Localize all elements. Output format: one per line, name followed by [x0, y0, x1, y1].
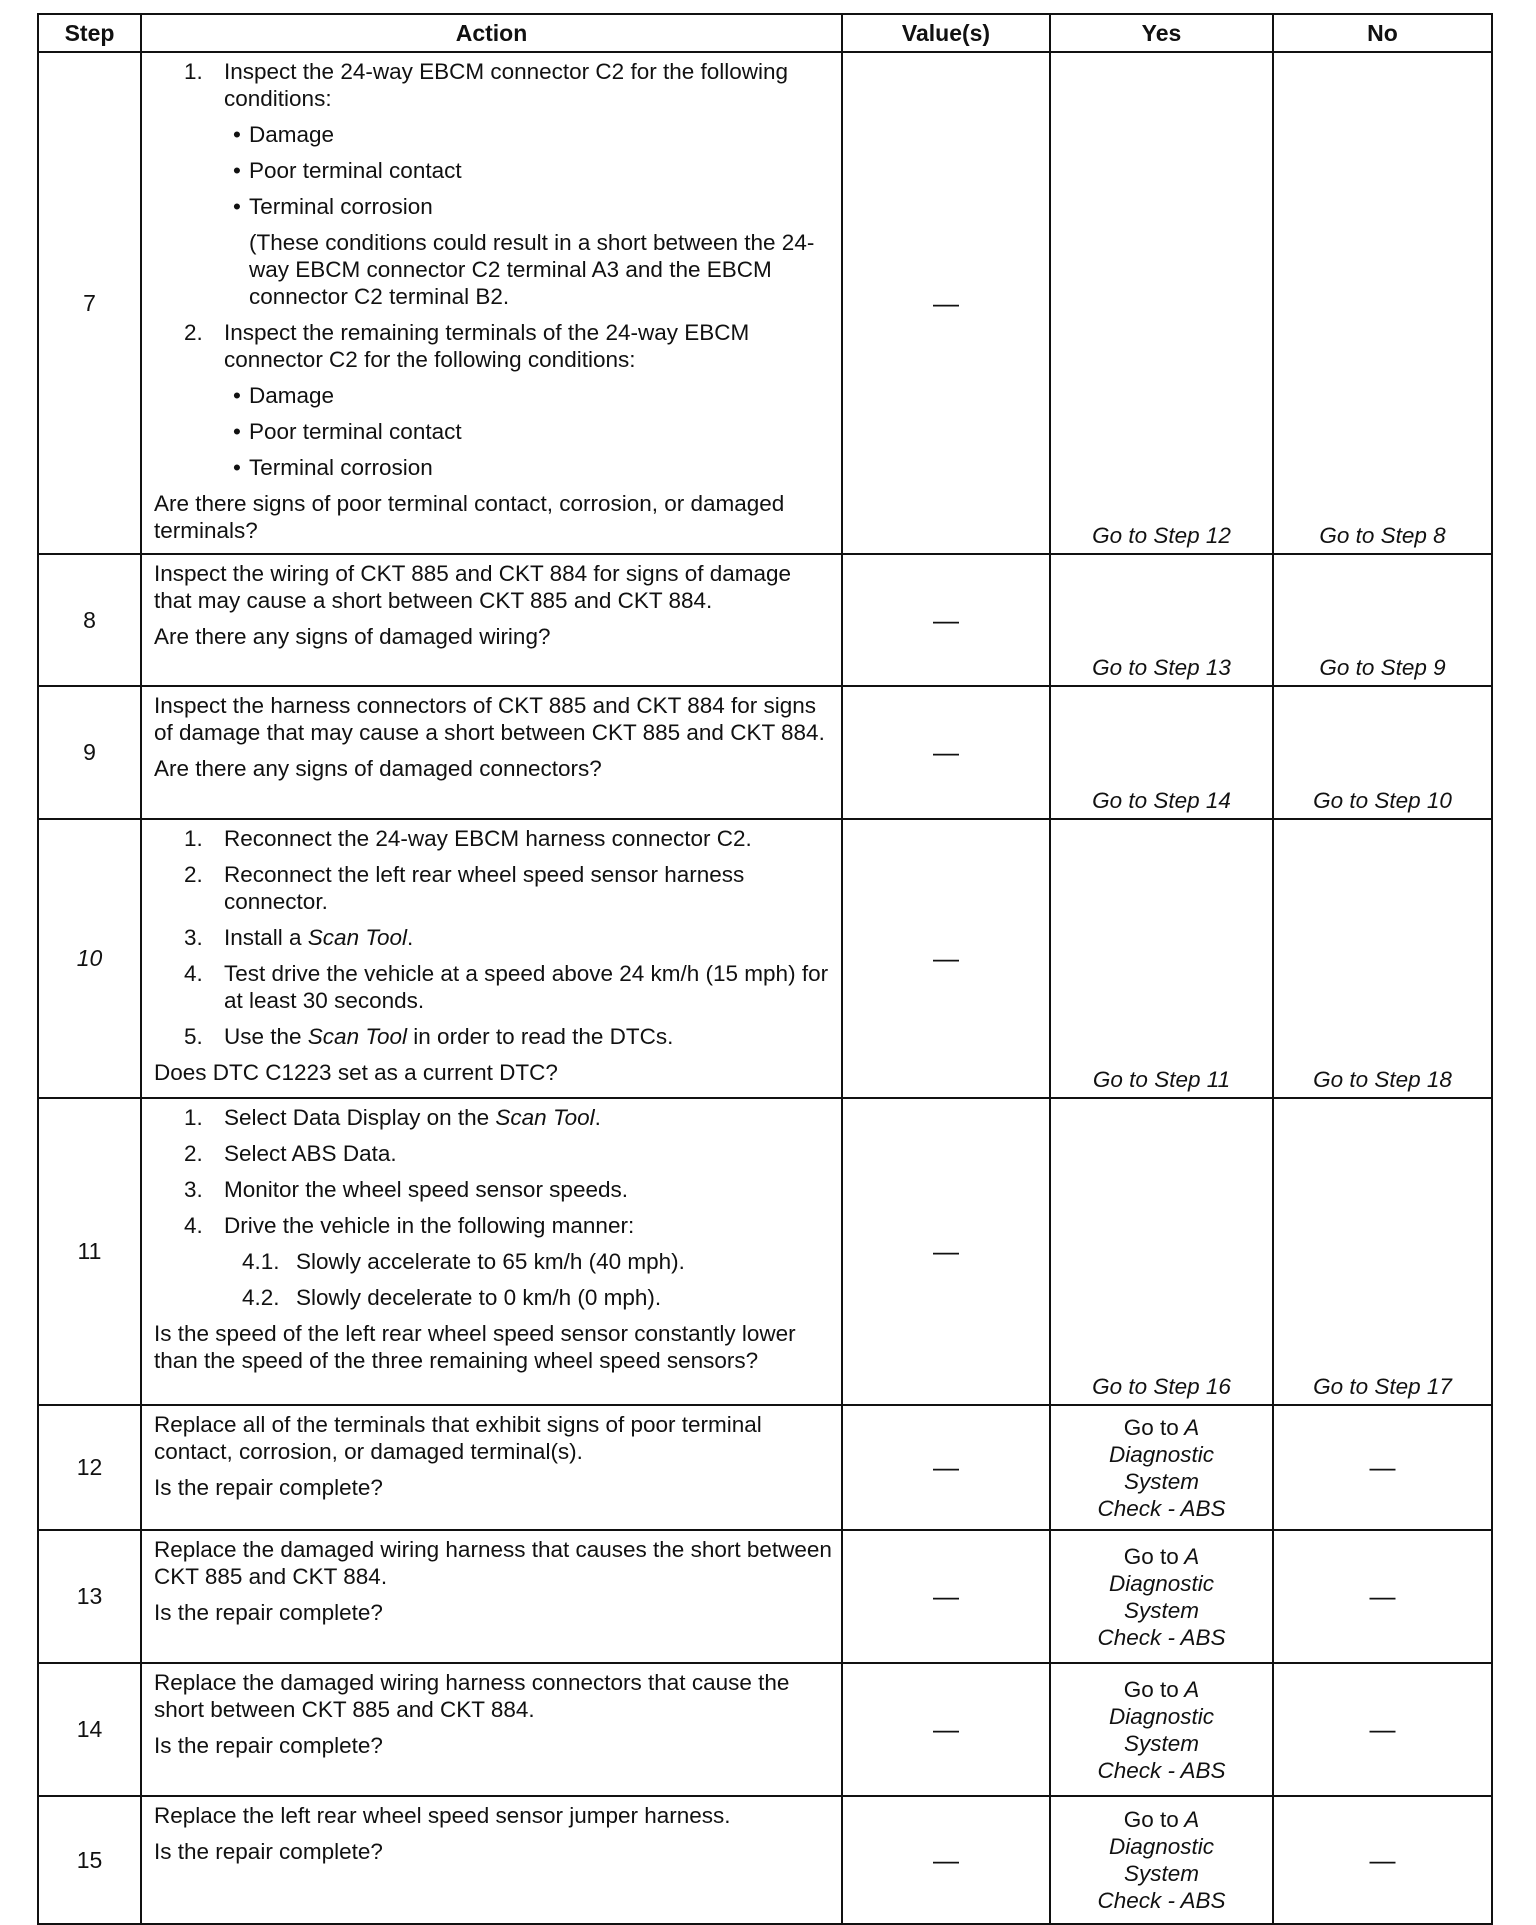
goto-target: System — [1123, 1597, 1199, 1623]
table-row — [38, 686, 1492, 819]
goto-target: Diagnostic — [1108, 1834, 1215, 1859]
action-cell — [141, 554, 842, 686]
table-row — [38, 1663, 1492, 1796]
bullet-text: Terminal corrosion — [249, 194, 433, 219]
goto-text: Go to — [1123, 1676, 1179, 1702]
table-row — [38, 1796, 1492, 1924]
action-question: Is the speed of the left rear wheel speed sensor constantly lower than the speed of the three remaining wheel speed sensors? — [154, 1321, 796, 1373]
action-item: 1. Inspect the 24-way EBCM connector C2 for the following conditions: — [184, 59, 789, 111]
action-item: 2. Inspect the remaining terminals of the 24-way EBCM connector C2 for the following conditions: — [184, 320, 750, 372]
action-text: Inspect the wiring of CKT 885 and CKT 884 for signs of damage that may cause a short between CKT 885 and CKT 884. — [154, 561, 792, 613]
scan-tool-term: Scan Tool — [495, 1105, 595, 1130]
action-item: 2. Select ABS Data. — [184, 1141, 397, 1166]
yes-cell — [1050, 1405, 1273, 1530]
action-text: Replace the left rear wheel speed sensor jumper harness. — [154, 1803, 731, 1828]
action-cell — [141, 819, 842, 1098]
action-question: Is the repair complete? — [154, 1733, 383, 1758]
yes-cell: Go to Step 11 — [1050, 819, 1273, 1098]
action-text: . — [594, 1105, 601, 1130]
action-text: Reconnect the 24-way EBCM harness connector C2. — [224, 826, 752, 851]
no-cell: Go to Step 8 — [1273, 52, 1492, 554]
goto-text: Go to — [1123, 1543, 1179, 1569]
table-row — [38, 1098, 1492, 1405]
action-cell — [141, 52, 842, 554]
no-cell: Go to Step 18 — [1273, 819, 1492, 1098]
condition-bullet: • Damage — [233, 383, 335, 408]
yes-cell: Go to Step 13 — [1050, 554, 1273, 686]
action-item: 3. Monitor the wheel speed sensor speeds. — [184, 1177, 628, 1202]
header-no: No — [1273, 14, 1492, 52]
value-cell: — — [842, 1098, 1050, 1405]
action-item: 4. Test drive the vehicle at a speed above 24 km/h (15 mph) for at least 30 seconds. — [184, 961, 829, 1013]
step-number: 13 — [38, 1530, 141, 1663]
no-cell: — — [1273, 1530, 1492, 1663]
action-text: Test drive the vehicle at a speed above 24 km/h (15 mph) for at least 30 seconds. — [224, 961, 829, 1013]
action-cell — [141, 1663, 842, 1796]
action-item: 5. Use the Scan Tool in order to read the DTCs. — [184, 1024, 674, 1049]
action-text: Slowly decelerate to 0 km/h (0 mph). — [296, 1285, 662, 1310]
yes-cell: Go to Step 16 — [1050, 1098, 1273, 1405]
bullet-text: Poor terminal contact — [249, 419, 462, 444]
yes-cell: Go to Step 12 — [1050, 52, 1273, 554]
goto-target: System — [1123, 1861, 1199, 1886]
action-cell — [141, 1530, 842, 1663]
action-cell — [141, 1098, 842, 1405]
action-text: Inspect the remaining terminals of the 24-way EBCM connector C2 for the following conditions: — [224, 320, 750, 372]
action-item: 1. Select Data Display on the Scan Tool. — [184, 1105, 601, 1130]
scan-tool-term: Scan Tool — [307, 925, 408, 950]
bullet-text: Poor terminal contact — [249, 158, 462, 183]
goto-target: Check - ABS — [1097, 1495, 1226, 1521]
action-question: Are there signs of poor terminal contact, corrosion, or damaged terminals? — [154, 491, 785, 543]
goto-target: A — [1184, 1543, 1200, 1569]
value-cell: — — [842, 554, 1050, 686]
action-subitem: 4.2. Slowly decelerate to 0 km/h (0 mph). — [242, 1285, 662, 1310]
action-text: in order to read the DTCs. — [407, 1024, 674, 1049]
action-text: Install a — [224, 925, 308, 950]
goto-target: Diagnostic — [1108, 1441, 1215, 1467]
value-cell: — — [842, 52, 1050, 554]
goto-target: Check - ABS — [1097, 1624, 1226, 1650]
scan-tool-term: Scan Tool — [307, 1024, 408, 1049]
value-cell: — — [842, 1405, 1050, 1530]
goto-target: System — [1123, 1730, 1199, 1756]
header-step: Step — [38, 14, 141, 52]
step-number: 11 — [38, 1098, 141, 1405]
goto-target: A — [1184, 1807, 1200, 1832]
action-text: Select ABS Data. — [224, 1141, 397, 1166]
action-text: Inspect the 24-way EBCM connector C2 for the following conditions: — [224, 59, 789, 111]
table-row — [38, 1530, 1492, 1663]
action-subitem: 4.1. Slowly accelerate to 65 km/h (40 mph). — [242, 1249, 685, 1274]
action-question: Is the repair complete? — [154, 1475, 383, 1500]
action-question: Is the repair complete? — [154, 1600, 383, 1625]
action-item: 2. Reconnect the left rear wheel speed sensor harness connector. — [184, 862, 745, 914]
yes-cell: Go to Step 14 — [1050, 686, 1273, 819]
action-item: 3. Install a Scan Tool. — [184, 925, 414, 950]
action-text: Select Data Display on the — [224, 1105, 496, 1130]
no-cell: — — [1273, 1405, 1492, 1530]
action-question: Are there any signs of damaged wiring? — [154, 624, 551, 649]
step-number: 9 — [38, 686, 141, 819]
action-text: Use the — [224, 1024, 308, 1049]
yes-cell — [1050, 1663, 1273, 1796]
goto-target: A — [1184, 1676, 1200, 1702]
condition-bullet: • Poor terminal contact — [233, 158, 462, 183]
step-number: 8 — [38, 554, 141, 686]
header-yes: Yes — [1050, 14, 1273, 52]
action-item: 4. Drive the vehicle in the following manner: — [184, 1213, 635, 1238]
step-number-text: 10 — [76, 945, 103, 971]
action-text: Inspect the harness connectors of CKT 885 and CKT 884 for signs of damage that may cause a short between CKT 885 and CKT 884. — [154, 693, 825, 745]
action-text: . — [407, 925, 414, 950]
table-row — [38, 819, 1492, 1098]
table-row — [38, 554, 1492, 686]
action-text: Slowly accelerate to 65 km/h (40 mph). — [296, 1249, 685, 1274]
bullet-text: Terminal corrosion — [249, 455, 433, 480]
condition-bullet: • Poor terminal contact — [233, 419, 462, 444]
bullet-text: Damage — [249, 383, 335, 408]
action-question: Is the repair complete? — [154, 1839, 383, 1864]
condition-bullet: • Terminal corrosion — [233, 194, 433, 219]
step-number — [38, 819, 141, 1098]
action-text: Reconnect the left rear wheel speed sensor harness connector. — [224, 862, 745, 914]
diagnostic-table — [37, 13, 1493, 1925]
table-row — [38, 52, 1492, 554]
step-number: 7 — [38, 52, 141, 554]
yes-cell — [1050, 1796, 1273, 1924]
step-number: 12 — [38, 1405, 141, 1530]
goto-target: System — [1123, 1468, 1199, 1494]
action-text: Replace the damaged wiring harness connectors that cause the short between CKT 885 and CKT 884. — [154, 1670, 790, 1722]
action-cell — [141, 686, 842, 819]
header-row — [38, 14, 1492, 52]
condition-bullet: • Damage — [233, 122, 335, 147]
goto-text: Go to — [1123, 1414, 1179, 1440]
no-cell: — — [1273, 1796, 1492, 1924]
value-cell: — — [842, 1530, 1050, 1663]
action-question: Does DTC C1223 set as a current DTC? — [154, 1060, 558, 1085]
condition-bullet: • Terminal corrosion — [233, 455, 433, 480]
action-cell — [141, 1405, 842, 1530]
yes-cell — [1050, 1530, 1273, 1663]
bullet-text: Damage — [249, 122, 335, 147]
action-text: Monitor the wheel speed sensor speeds. — [224, 1177, 628, 1202]
table-row — [38, 1405, 1492, 1530]
action-text: Replace all of the terminals that exhibit signs of poor terminal contact, corrosion, or damaged terminal(s). — [154, 1412, 762, 1464]
no-cell: Go to Step 9 — [1273, 554, 1492, 686]
action-note: (These conditions could result in a short between the 24-way EBCM connector C2 terminal A3 and the EBCM connector C2 terminal B2. — [249, 230, 815, 309]
goto-text: Go to — [1123, 1807, 1179, 1832]
goto-target: A — [1184, 1414, 1200, 1440]
action-item: 1. Reconnect the 24-way EBCM harness connector C2. — [184, 826, 752, 851]
no-cell: — — [1273, 1663, 1492, 1796]
goto-target: Check - ABS — [1097, 1757, 1226, 1783]
value-cell: — — [842, 1663, 1050, 1796]
value-cell: — — [842, 1796, 1050, 1924]
step-number: 15 — [38, 1796, 141, 1924]
no-cell: Go to Step 17 — [1273, 1098, 1492, 1405]
action-text: Drive the vehicle in the following manner: — [224, 1213, 635, 1238]
header-values: Value(s) — [842, 14, 1050, 52]
value-cell: — — [842, 686, 1050, 819]
no-cell: Go to Step 10 — [1273, 686, 1492, 819]
goto-target: Diagnostic — [1108, 1570, 1215, 1596]
action-cell — [141, 1796, 842, 1924]
goto-target: Diagnostic — [1108, 1703, 1215, 1729]
action-question: Are there any signs of damaged connectors? — [154, 756, 602, 781]
step-number: 14 — [38, 1663, 141, 1796]
action-text: Replace the damaged wiring harness that causes the short between CKT 885 and CKT 884. — [154, 1537, 832, 1589]
goto-target: Check - ABS — [1097, 1888, 1226, 1913]
header-action: Action — [141, 14, 842, 52]
value-cell: — — [842, 819, 1050, 1098]
